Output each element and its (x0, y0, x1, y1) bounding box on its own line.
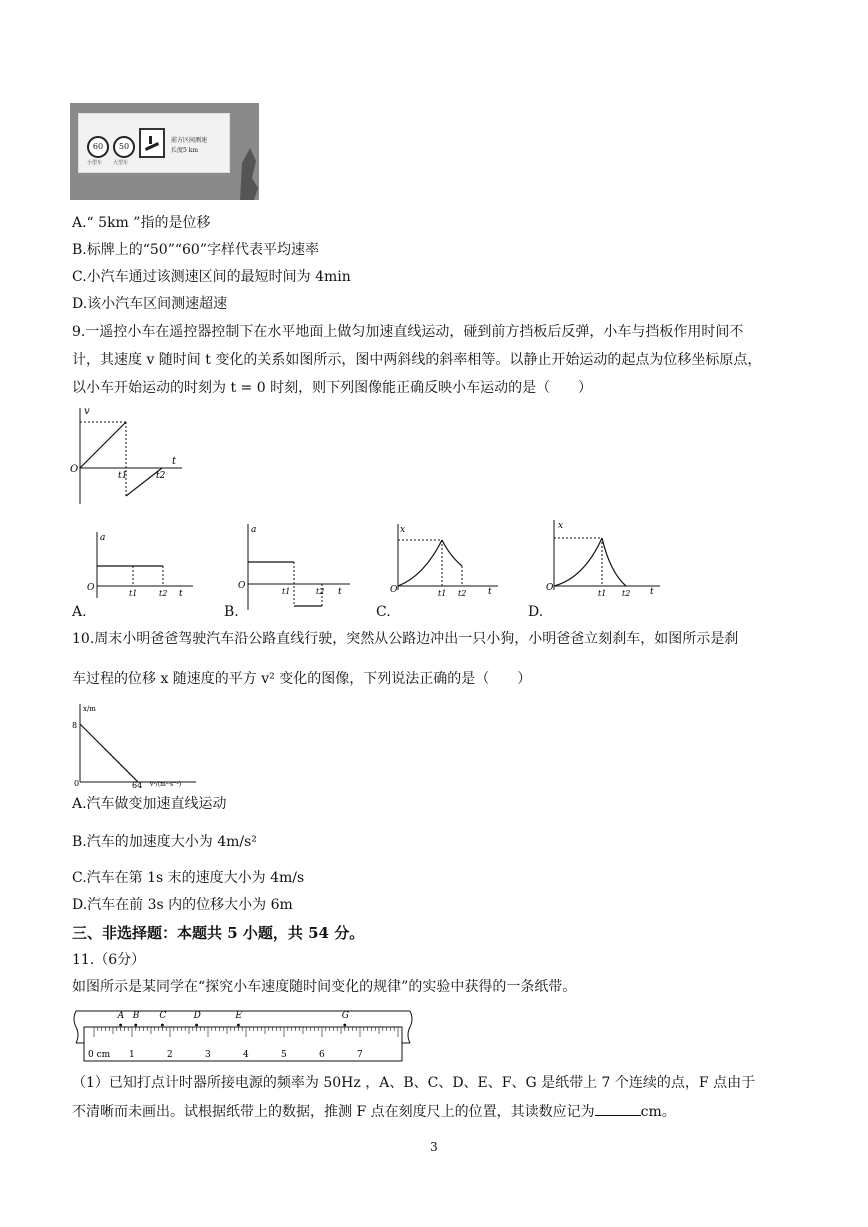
q8-option-b: B.标牌上的“50”“60”字样代表平均速率 (72, 242, 319, 258)
q9-graph-v-label: v (84, 406, 90, 417)
q10-origin: 0 (74, 779, 80, 788)
svg-text:t2: t2 (159, 589, 168, 598)
q10-ytick: 8 (72, 721, 78, 730)
q9-option-b-letter: B. (224, 604, 239, 620)
svg-text:t2: t2 (316, 587, 325, 596)
svg-text:t2: t2 (622, 589, 631, 598)
ruler-label: 4 (243, 1050, 249, 1060)
ruler-label: 5 (281, 1050, 287, 1060)
q10-line1: 10.周末小明爸爸驾驶汽车沿公路直线行驶，突然从公路边冲出一只小狗，小明爸爸立刻刹车，如图所示是刹 (72, 631, 739, 647)
svg-text:t1: t1 (282, 587, 291, 596)
tape-point-label: D (193, 1011, 201, 1021)
q10-option-b: B.汽车的加速度大小为 4m/s² (72, 834, 257, 850)
q9-graph-origin: O (70, 464, 79, 475)
tape-point-label: B (132, 1011, 140, 1021)
q9-line1: 9.一遥控小车在遥控器控制下在水平地面上做匀加速直线运动，碰到前方挡板后反弹，小车与挡板作用时间不 (72, 324, 744, 340)
sign-text-line1: 前方区间测速 (171, 137, 208, 144)
q9-graph-t1: t1 (118, 471, 128, 481)
q10-option-a: A.汽车做变加速直线运动 (72, 796, 227, 812)
tape-point (237, 1024, 240, 1027)
q11-part1-unit: cm。 (640, 1104, 676, 1120)
q10-xtick: 64 (132, 781, 143, 790)
q9-line2: 计，其速度 v 随时间 t 变化的关系如图所示，图中两斜线的斜率相等。以静止开始运动的起点为位移坐标原点， (72, 352, 762, 368)
answer-blank[interactable] (595, 1101, 641, 1116)
sign-text-line2: 长度5 km (171, 147, 199, 154)
ruler-label: 1 (129, 1050, 135, 1060)
section-3-heading: 三、非选择题：本题共 5 小题，共 54 分。 (72, 924, 365, 942)
svg-text:t2: t2 (458, 589, 467, 598)
camera-pictogram-icon (139, 128, 165, 158)
ruler-label: 7 (357, 1050, 363, 1060)
q10-ylabel: x/m (83, 705, 96, 713)
svg-text:O: O (546, 583, 554, 593)
q9-graph-t2: t2 (156, 471, 166, 481)
q11-part1-line2 (72, 1101, 676, 1122)
svg-text:t1: t1 (598, 589, 607, 598)
tape-point (343, 1024, 346, 1027)
q9-d-axis-y: x (558, 521, 564, 531)
q11-part1-line1: （1）已知打点计时器所接电源的频率为 50Hz ，A、B、C、D、E、F、G 是纸带上 7 个连续的点，F 点由于 (72, 1075, 756, 1091)
tape-points (117, 1011, 349, 1026)
q9-option-a-letter: A. (72, 604, 87, 620)
tape-point-label: A (117, 1011, 125, 1021)
q9-line3: 以小车开始运动的时刻为 t = 0 时刻，则下列图像能正确反映小车运动的是（ ） (72, 380, 593, 396)
q11-part1-line2-text: 不清晰而未画出。试根据纸带上的数据，推测 F 点在刻度尺上的位置，其读数应记为 (72, 1104, 595, 1120)
q10-option-d: D.汽车在前 3s 内的位移大小为 6m (72, 897, 293, 913)
q9-option-d-graph (546, 516, 664, 600)
tape-point (134, 1024, 137, 1027)
svg-text:O: O (87, 583, 95, 593)
q8-option-a: A.“ 5km ”指的是位移 (72, 215, 211, 231)
q9-d-axis-x: t (650, 587, 654, 597)
page-number: 3 (430, 1140, 438, 1154)
q9-graph-t-label: t (172, 456, 177, 467)
q11-intro: 如图所示是某同学在“探究小车速度随时间变化的规律”的实验中获得的一条纸带。 (72, 979, 577, 995)
tape-point (161, 1024, 164, 1027)
ruler-label: 6 (319, 1050, 325, 1060)
tree-silhouette (230, 143, 259, 200)
speed-sign-photo (70, 103, 259, 200)
tape-point-label: C (159, 1011, 167, 1021)
q9-vt-graph (62, 404, 192, 506)
q9-option-c-letter: C. (376, 604, 391, 620)
q9-c-axis-x: t (488, 587, 492, 597)
q8-option-c: C.小汽车通过该测速区间的最短时间为 4min (72, 269, 351, 285)
q10-xv2-graph (66, 700, 202, 790)
q9-b-axis-y: a (251, 525, 257, 535)
caption-small-car: 小型车 (87, 160, 103, 166)
svg-text:t1: t1 (438, 589, 447, 598)
caption-large-car: 大型车 (113, 160, 129, 166)
q9-option-b-graph (236, 520, 354, 610)
q9-option-c-graph (390, 520, 502, 600)
sign-text (171, 136, 207, 156)
tape-point-label: E (235, 1011, 242, 1021)
tape-point-label: G (341, 1011, 350, 1021)
q10-line2: 车过程的位移 x 随速度的平方 v² 变化的图像，下列说法正确的是（ ） (72, 671, 532, 687)
tape-point (119, 1024, 122, 1027)
q11-tape-ruler (72, 1005, 416, 1063)
q10-xlabel: v²/(m²·s⁻²) (150, 781, 182, 788)
q9-a-axis-y: a (100, 533, 106, 543)
q10-option-c: C.汽车在第 1s 末的速度大小为 4m/s (72, 870, 305, 886)
q11-title: 11.（6分） (72, 952, 146, 968)
ruler-label: 3 (205, 1050, 211, 1060)
tape-point (195, 1024, 198, 1027)
q9-option-d-letter: D. (528, 604, 544, 620)
ruler-label: 0 cm (88, 1050, 111, 1060)
speed-limit-large-car: 50 (113, 136, 135, 158)
svg-text:O: O (238, 581, 246, 591)
speed-sign (78, 113, 230, 173)
ruler-label: 2 (167, 1050, 173, 1060)
q9-c-axis-y: x (400, 525, 406, 535)
q9-a-axis-x: t (179, 589, 183, 598)
svg-text:O: O (390, 585, 398, 595)
speed-limit-small-car: 60 (87, 136, 109, 158)
svg-text:t1: t1 (129, 589, 138, 598)
q9-option-a-graph (85, 528, 195, 598)
q9-b-axis-x: t (338, 587, 342, 597)
q8-option-d: D.该小汽车区间测速超速 (72, 296, 228, 312)
